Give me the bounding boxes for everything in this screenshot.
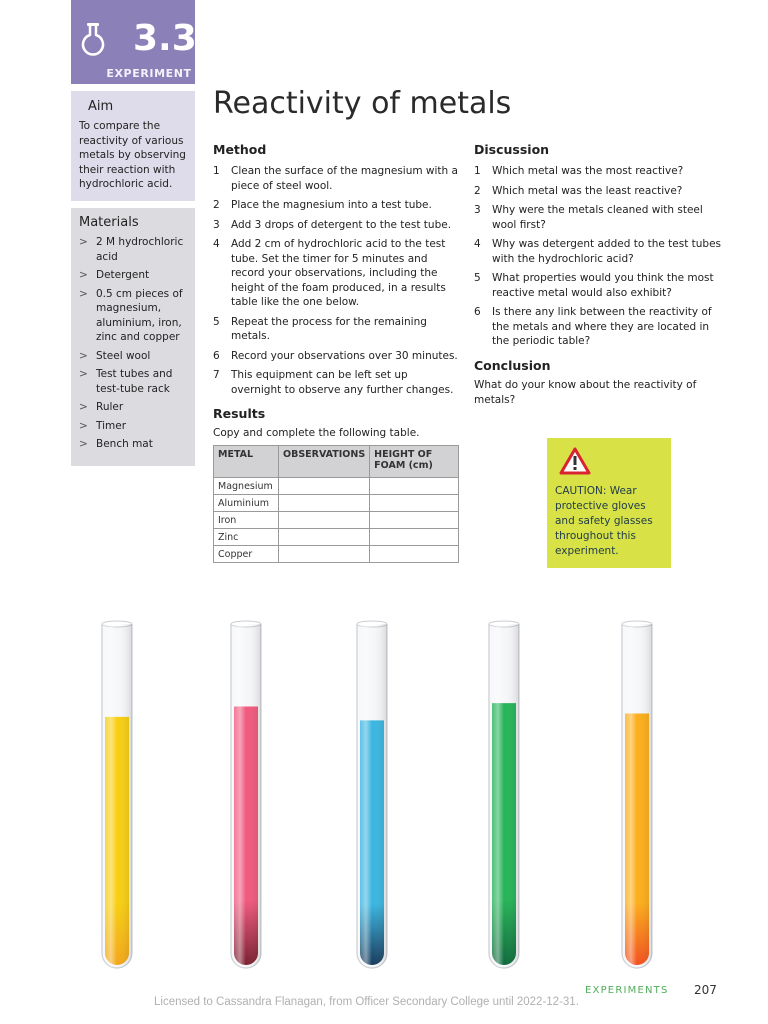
column-header-observations: OBSERVATIONS	[279, 446, 370, 478]
empty-cell	[279, 512, 370, 529]
materials-item: > Timer	[79, 419, 127, 432]
metal-cell: Aluminium	[214, 495, 279, 512]
discussion-question: 3 Why were the metals cleaned with steel wool first?	[474, 204, 703, 231]
table-row	[214, 512, 459, 529]
license-watermark: Licensed to Cassandra Flanagan, from Officer Secondary College until 2022-12-31.	[154, 996, 579, 1008]
empty-cell	[279, 546, 370, 563]
empty-cell	[370, 529, 459, 546]
test-tube-yellow	[99, 620, 135, 972]
method-heading: Method	[213, 142, 267, 157]
tube-shine	[102, 624, 132, 968]
test-tube-blue	[354, 620, 390, 972]
materials-item: > 2 M hydrochloric acid	[79, 236, 184, 263]
method-step: 7 This equipment can be left set up overnight to observe any further changes.	[213, 369, 454, 396]
results-table	[213, 445, 459, 563]
table-header-row	[214, 446, 459, 478]
method-step: 5 Repeat the process for the remaining metals.	[213, 315, 427, 342]
tube-shine	[357, 624, 387, 968]
empty-cell	[279, 495, 370, 512]
method-step: 3 Add 3 drops of detergent to the test tube.	[213, 218, 452, 231]
tube-shine	[231, 624, 261, 968]
metal-cell: Magnesium	[214, 478, 279, 495]
method-step: 4 Add 2 cm of hydrochloric acid to the test tube. Set the timer for 5 minutes and record your observations, including the height of the foam produced, in a results table like the one below.	[213, 238, 446, 308]
results-heading: Results	[213, 406, 266, 421]
table-row	[214, 546, 459, 563]
table-row	[214, 495, 459, 512]
aim-box	[71, 91, 195, 201]
method-step: 2 Place the magnesium into a test tube.	[213, 199, 432, 211]
materials-box	[71, 208, 195, 466]
caution-text: CAUTION: Wear protective gloves and safety glasses throughout this experiment.	[555, 485, 653, 557]
empty-cell	[370, 495, 459, 512]
test-tube-red	[228, 620, 264, 972]
test-tube-green	[486, 620, 522, 972]
discussion-question: 6 Is there any link between the reactivity of the metals and where they are located in the periodic table?	[474, 306, 712, 347]
caution-box	[547, 438, 671, 568]
column-header-foam-height: HEIGHT OF FOAM (cm)	[370, 446, 459, 478]
empty-cell	[370, 512, 459, 529]
experiment-number: 3.3	[133, 18, 197, 59]
test-tube-orange	[619, 620, 655, 972]
metal-cell: Iron	[214, 512, 279, 529]
discussion-question: 4 Why was detergent added to the test tubes with the hydrochloric acid?	[474, 238, 722, 265]
materials-item: > Bench mat	[79, 438, 153, 450]
empty-cell	[279, 478, 370, 495]
empty-cell	[370, 478, 459, 495]
page-title: Reactivity of metals	[213, 86, 512, 121]
footer-section-label: EXPERIMENTS	[585, 985, 669, 996]
table-row	[214, 478, 459, 495]
empty-cell	[370, 546, 459, 563]
table-row	[214, 529, 459, 546]
materials-item: > Steel wool	[79, 349, 151, 362]
aim-text: To compare the reactivity of various metals by observing their reaction with hydrochloric acid.	[79, 120, 186, 190]
discussion-question: 1 Which metal was the most reactive?	[474, 165, 684, 177]
materials-item: > Detergent	[79, 269, 150, 281]
conclusion-text: What do your know about the reactivity of metals?	[474, 379, 697, 406]
materials-item: > 0.5 cm pieces of magnesium, aluminium, iron, zinc and copper	[79, 287, 183, 343]
page-number: 207	[694, 983, 717, 997]
warning-icon	[559, 447, 591, 475]
aim-heading: Aim	[88, 99, 114, 114]
tube-shine	[489, 624, 519, 968]
metal-cell: Copper	[214, 546, 279, 563]
experiment-badge	[71, 0, 195, 84]
discussion-question: 5 What properties would you think the most reactive metal would also exhibit?	[474, 272, 714, 299]
results-instruction: Copy and complete the following table.	[213, 427, 420, 439]
discussion-heading: Discussion	[474, 142, 550, 157]
metal-cell: Zinc	[214, 529, 279, 546]
conclusion-heading: Conclusion	[474, 358, 551, 373]
materials-heading: Materials	[79, 215, 139, 230]
materials-item: > Ruler	[79, 401, 124, 413]
empty-cell	[279, 529, 370, 546]
tube-shine	[622, 624, 652, 968]
experiment-label: EXPERIMENT	[106, 67, 192, 80]
column-header-metal: METAL	[214, 446, 279, 478]
materials-list	[79, 235, 193, 456]
discussion-list	[474, 164, 724, 354]
method-step: 6 Record your observations over 30 minutes.	[213, 349, 458, 362]
materials-item: > Test tubes and test-tube rack	[79, 368, 173, 395]
method-step: 1 Clean the surface of the magnesium with a piece of steel wool.	[213, 165, 458, 192]
discussion-question: 2 Which metal was the least reactive?	[474, 184, 683, 197]
flask-icon	[81, 22, 105, 56]
method-list	[213, 164, 461, 402]
